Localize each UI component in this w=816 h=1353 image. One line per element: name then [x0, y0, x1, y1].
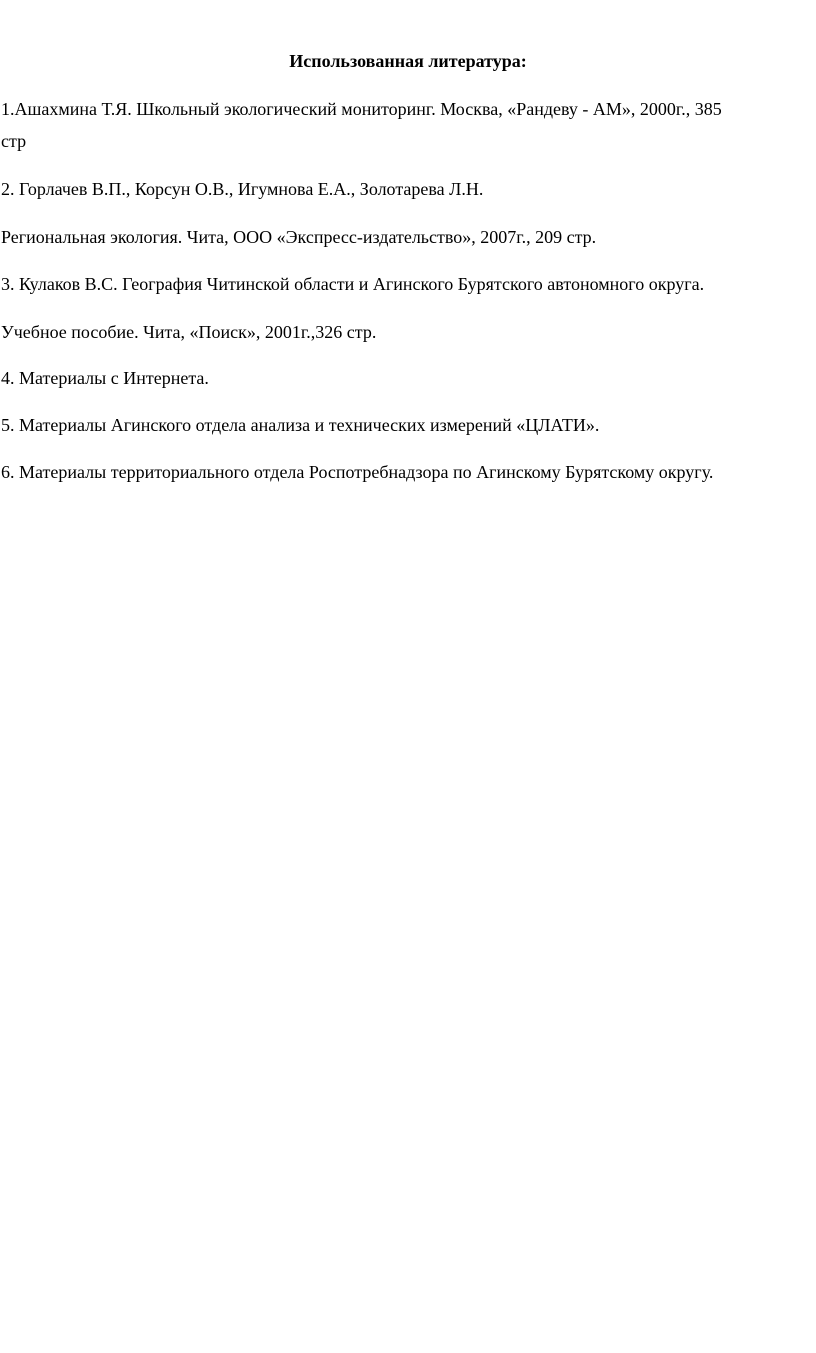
reference-4: 4. Материалы с Интернета. — [1, 368, 209, 388]
reference-1-line-1: 1.Ашахмина Т.Я. Школьный экологический мониторинг. Москва, «Рандеву - АМ», 2000г., 385 — [1, 99, 722, 119]
reference-2-line-1: 2. Горлачев В.П., Корсун О.В., Игумнова Е.А., Золотарева Л.Н. — [1, 179, 484, 199]
reference-2-line-2: Региональная экология. Чита, ООО «Экспресс-издательство», 2007г., 209 стр. — [1, 227, 597, 247]
reference-3-line-2: Учебное пособие. Чита, «Поиск», 2001г.,326 стр. — [1, 322, 377, 342]
reference-6: 6. Материалы территориального отдела Роспотребнадзора по Агинскому Бурятскому округу. — [1, 462, 714, 482]
reference-5: 5. Материалы Агинского отдела анализа и технических измерений «ЦЛАТИ». — [1, 415, 600, 435]
reference-1-line-2: стр — [1, 131, 27, 151]
page-title: Использованная литература: — [289, 51, 527, 71]
reference-3-line-1: 3. Кулаков В.С. География Читинской области и Агинского Бурятского автономного округа. — [1, 274, 705, 294]
